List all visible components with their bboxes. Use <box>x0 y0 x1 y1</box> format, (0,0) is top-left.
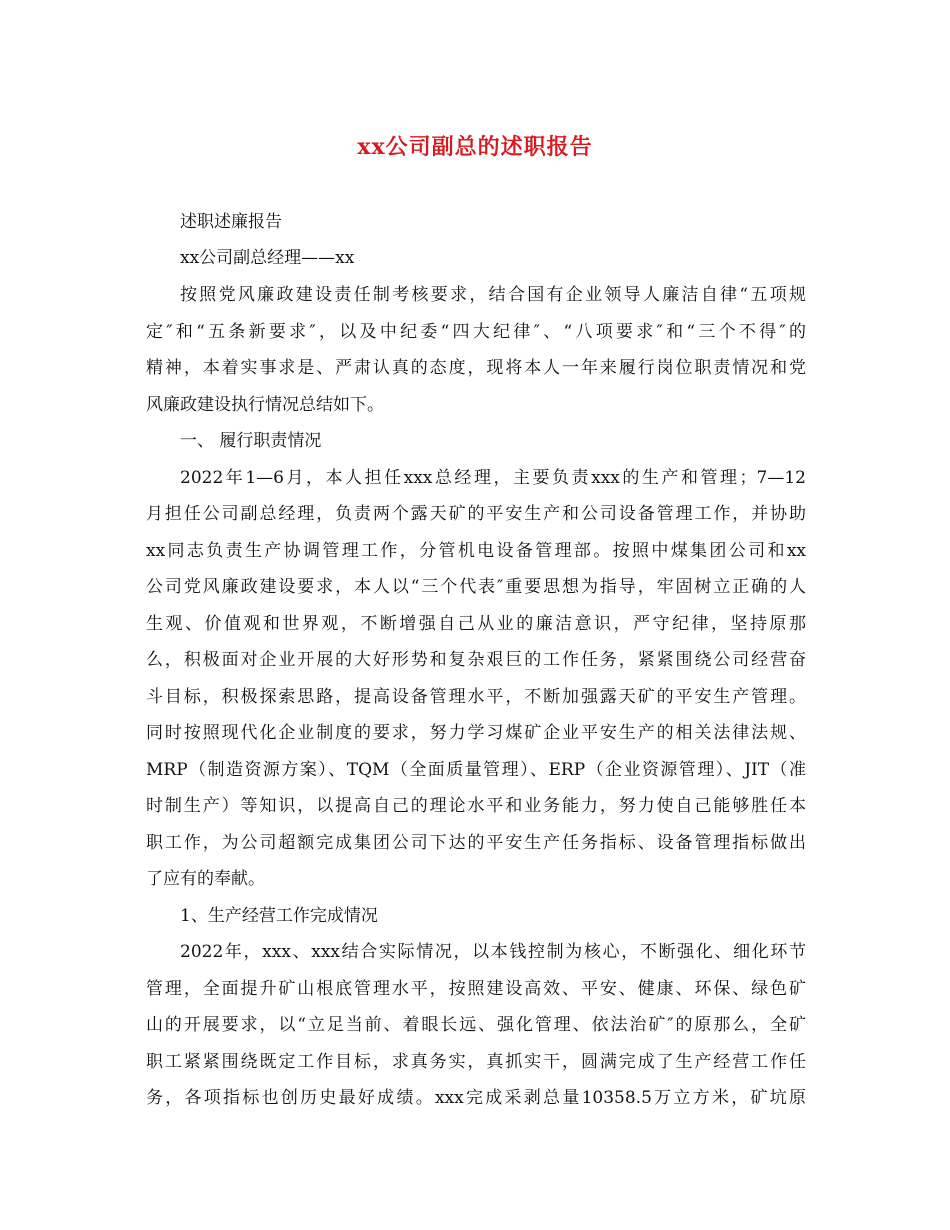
section-heading: 1、生产经营工作完成情况 <box>180 906 378 926</box>
paragraph-line: 山的开展要求，以“立足当前、着眼长远、强化管理、依法治矿″的原那么，全矿 <box>146 1015 806 1035</box>
section-heading: 一、 履行职责情况 <box>180 431 322 451</box>
paragraph-line: 生观、价值观和世界观，不断增强自己从业的廉洁意识，严守纪律，坚持原那 <box>146 614 806 634</box>
paragraph-line: 风廉政建设执行情况总结如下。 <box>146 395 384 415</box>
paragraph-line: 管理，全面提升矿山根底管理水平，按照建设高效、平安、健康、环保、绿色矿 <box>146 979 806 999</box>
paragraph-line: 务，各项指标也创历史最好成绩。xxx完成采剥总量10358.5万立方米，矿坑原 <box>146 1088 806 1108</box>
paragraph-line: 公司党风廉政建设要求，本人以“三个代表″重要思想为指导，牢固树立正确的人 <box>146 577 806 597</box>
paragraph-line: 职工紧紧围绕既定工作目标，求真务实，真抓实干，圆满完成了生产经营工作任 <box>146 1052 806 1072</box>
paragraph-line: 么，积极面对企业开展的大好形势和复杂艰巨的工作任务，紧紧围绕公司经营奋 <box>146 650 806 670</box>
paragraph-line: 按照党风廉政建设责任制考核要求，结合国有企业领导人廉洁自律“五项规 <box>180 285 806 305</box>
paragraph-line: 2022年1—6月，本人担任xxx总经理，主要负责xxx的生产和管理；7—12 <box>180 468 806 488</box>
paragraph-line: 职工作，为公司超额完成集团公司下达的平安生产任务指标、设备管理指标做出 <box>146 833 806 853</box>
paragraph-line: 定″和“五条新要求″，以及中纪委“四大纪律″、“八项要求″和“三个不得″的 <box>146 322 806 342</box>
paragraph-line: 精神，本着实事求是、严肃认真的态度，现将本人一年来履行岗位职责情况和党 <box>146 358 806 378</box>
paragraph-line: MRP（制造资源方案）、TQM（全面质量管理）、ERP（企业资源管理）、JIT（准 <box>146 760 806 780</box>
paragraph-line: 月担任公司副总经理，负责两个露天矿的平安生产和公司设备管理工作，并协助 <box>146 504 806 524</box>
document-title: xx公司副总的述职报告 <box>357 134 593 160</box>
paragraph-line: 同时按照现代化企业制度的要求，努力学习煤矿企业平安生产的相关法律法规、 <box>146 723 806 743</box>
paragraph-line: xx同志负责生产协调管理工作，分管机电设备管理部。按照中煤集团公司和xx <box>146 541 806 561</box>
paragraph-line: 斗目标，积极探索思路，提高设备管理水平，不断加强露天矿的平安生产管理。 <box>146 687 806 707</box>
paragraph-line: 时制生产）等知识，以提高自己的理论水平和业务能力，努力使自己能够胜任本 <box>146 796 806 816</box>
paragraph-line: 2022年，xxx、xxx结合实际情况，以本钱控制为核心，不断强化、细化环节 <box>180 942 806 962</box>
section-heading: 述职述廉报告 <box>180 212 282 232</box>
author-line: xx公司副总经理——xx <box>180 248 355 268</box>
paragraph-line: 了应有的奉献。 <box>146 869 265 889</box>
